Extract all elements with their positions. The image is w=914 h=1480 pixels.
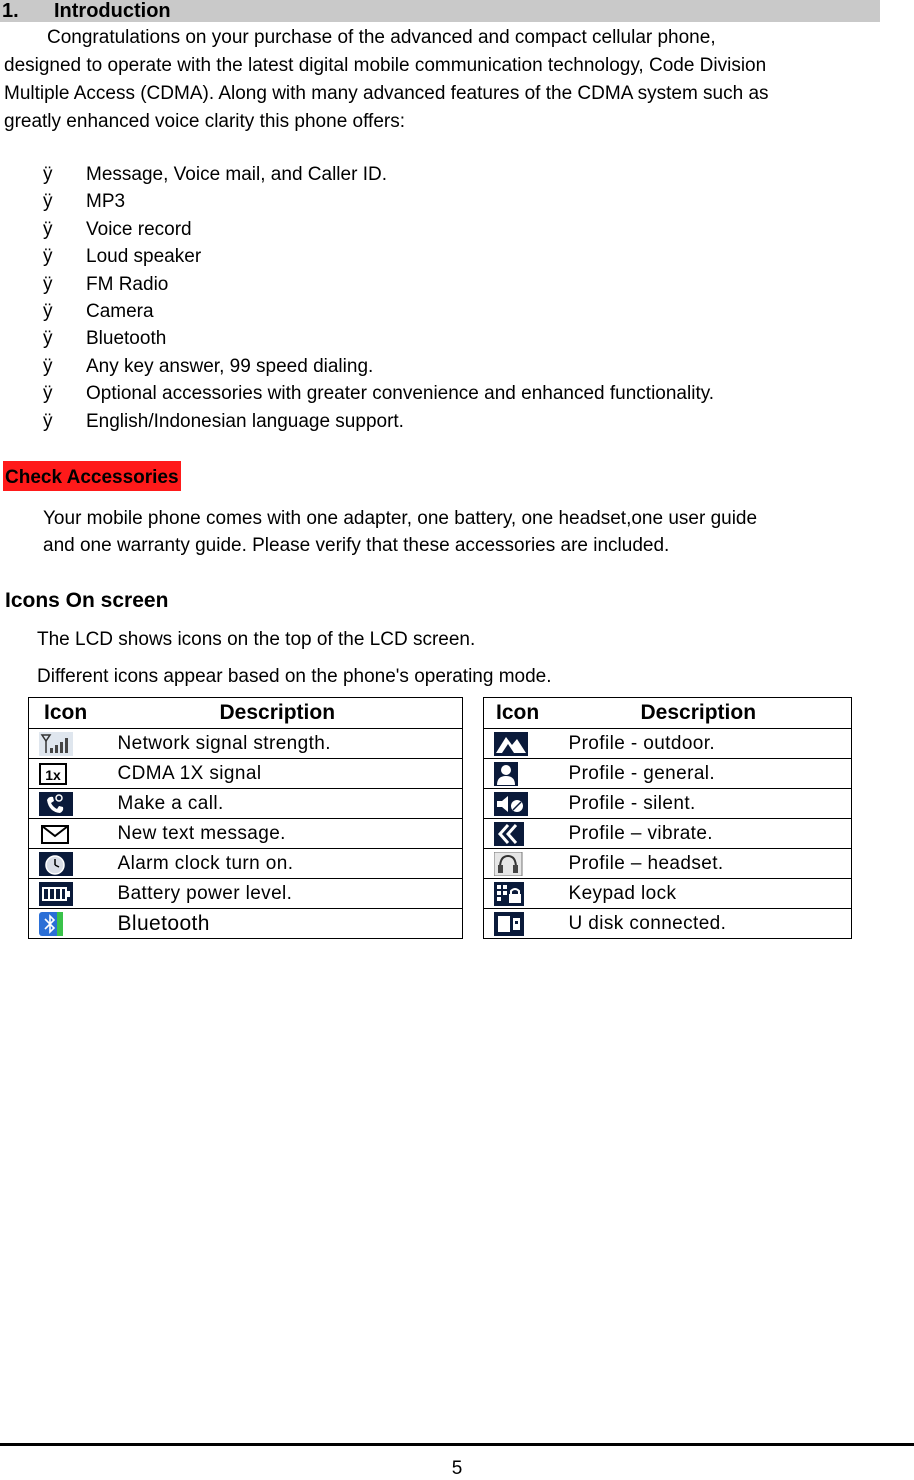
list-item: Voice record xyxy=(86,219,192,240)
table-row xyxy=(29,909,463,939)
alarm-clock-icon xyxy=(39,852,73,876)
battery-icon xyxy=(39,882,73,906)
list-item: Any key answer, 99 speed dialing. xyxy=(86,356,374,377)
profile-vibrate-icon xyxy=(494,822,528,846)
keypad-lock-icon xyxy=(494,882,528,906)
icon-description: Bluetooth xyxy=(104,909,463,939)
accessories-line-2: and one warranty guide. Please verify that these accessories are included. xyxy=(43,535,670,556)
accessories-line-1: Your mobile phone comes with one adapter, one battery, one headset,one user guide xyxy=(43,508,758,529)
icon-description: Battery power level. xyxy=(104,879,463,909)
profile-silent-icon xyxy=(494,792,528,816)
table-row xyxy=(484,909,852,939)
table-header-row xyxy=(29,698,463,729)
list-item: English/Indonesian language support. xyxy=(86,411,404,432)
table-row xyxy=(29,849,463,879)
icon-description: CDMA 1X signal xyxy=(104,759,463,789)
bullet-marker: ÿ xyxy=(43,219,53,240)
section-title: Introduction xyxy=(54,0,171,22)
icons-section-title: Icons On screen xyxy=(5,589,169,612)
column-header-icon: Icon xyxy=(44,701,88,724)
table-row xyxy=(484,729,852,759)
icon-table-right xyxy=(483,697,852,939)
table-row xyxy=(484,759,852,789)
column-header-description: Description xyxy=(640,701,757,724)
cdma-1x-icon-label: 1x xyxy=(45,766,61,783)
list-item: Optional accessories with greater convenience and enhanced functionality. xyxy=(86,383,715,404)
table-row xyxy=(484,879,852,909)
icon-description: Profile - silent. xyxy=(555,789,852,819)
signal-strength-icon xyxy=(39,732,73,756)
icons-intro-line-2: Different icons appear based on the phone's operating mode. xyxy=(37,666,552,687)
icon-description: Network signal strength. xyxy=(104,729,463,759)
bullet-marker: ÿ xyxy=(43,274,53,295)
intro-line-3: Multiple Access (CDMA). Along with many advanced features of the CDMA system such as xyxy=(4,83,769,104)
message-icon xyxy=(39,822,73,846)
column-header-description: Description xyxy=(219,701,336,724)
u-disk-icon xyxy=(494,912,528,936)
bullet-marker: ÿ xyxy=(43,356,53,377)
profile-general-icon xyxy=(494,762,528,786)
section-number: 1. xyxy=(2,0,19,22)
list-item: Bluetooth xyxy=(86,328,167,349)
footer-rule xyxy=(0,1443,914,1446)
icon-description: Profile – vibrate. xyxy=(555,819,852,849)
table-row xyxy=(29,729,463,759)
icon-description: Profile - outdoor. xyxy=(555,729,852,759)
icon-description: Profile - general. xyxy=(555,759,852,789)
bullet-marker: ÿ xyxy=(43,164,53,185)
icon-description: U disk connected. xyxy=(555,909,852,939)
icon-description: Profile – headset. xyxy=(555,849,852,879)
icon-description: Make a call. xyxy=(104,789,463,819)
table-header-row xyxy=(484,698,852,729)
table-row xyxy=(484,789,852,819)
bullet-marker: ÿ xyxy=(43,411,53,432)
bluetooth-icon xyxy=(39,912,73,936)
bullet-marker: ÿ xyxy=(43,191,53,212)
intro-line-1: Congratulations on your purchase of the advanced and compact cellular phone, xyxy=(47,27,716,48)
cdma-1x-icon xyxy=(39,762,73,786)
page-number: 5 xyxy=(451,1458,463,1479)
icon-description: Keypad lock xyxy=(555,879,852,909)
check-accessories-label: Check Accessories xyxy=(3,461,181,491)
list-item: Camera xyxy=(86,301,154,322)
list-item: Loud speaker xyxy=(86,246,202,267)
bullet-marker: ÿ xyxy=(43,301,53,322)
intro-line-2: designed to operate with the latest digital mobile communication technology, Code Division xyxy=(4,55,767,76)
bullet-marker: ÿ xyxy=(43,383,53,404)
column-header-icon: Icon xyxy=(496,701,540,724)
table-row xyxy=(484,819,852,849)
bullet-marker: ÿ xyxy=(43,328,53,349)
table-row xyxy=(29,819,463,849)
call-icon xyxy=(39,792,73,816)
profile-outdoor-icon xyxy=(494,732,528,756)
bullet-marker: ÿ xyxy=(43,246,53,267)
list-item: Message, Voice mail, and Caller ID. xyxy=(86,164,387,185)
table-row xyxy=(484,849,852,879)
intro-line-4: greatly enhanced voice clarity this phone offers: xyxy=(4,111,405,132)
list-item: FM Radio xyxy=(86,274,169,295)
table-row xyxy=(29,879,463,909)
list-item: MP3 xyxy=(86,191,126,212)
table-row xyxy=(29,759,463,789)
table-row xyxy=(29,789,463,819)
icon-description: Alarm clock turn on. xyxy=(104,849,463,879)
profile-headset-icon xyxy=(494,852,528,876)
icon-description: New text message. xyxy=(104,819,463,849)
icons-intro-line-1: The LCD shows icons on the top of the LCD screen. xyxy=(37,629,476,650)
icon-table-left xyxy=(28,697,463,939)
